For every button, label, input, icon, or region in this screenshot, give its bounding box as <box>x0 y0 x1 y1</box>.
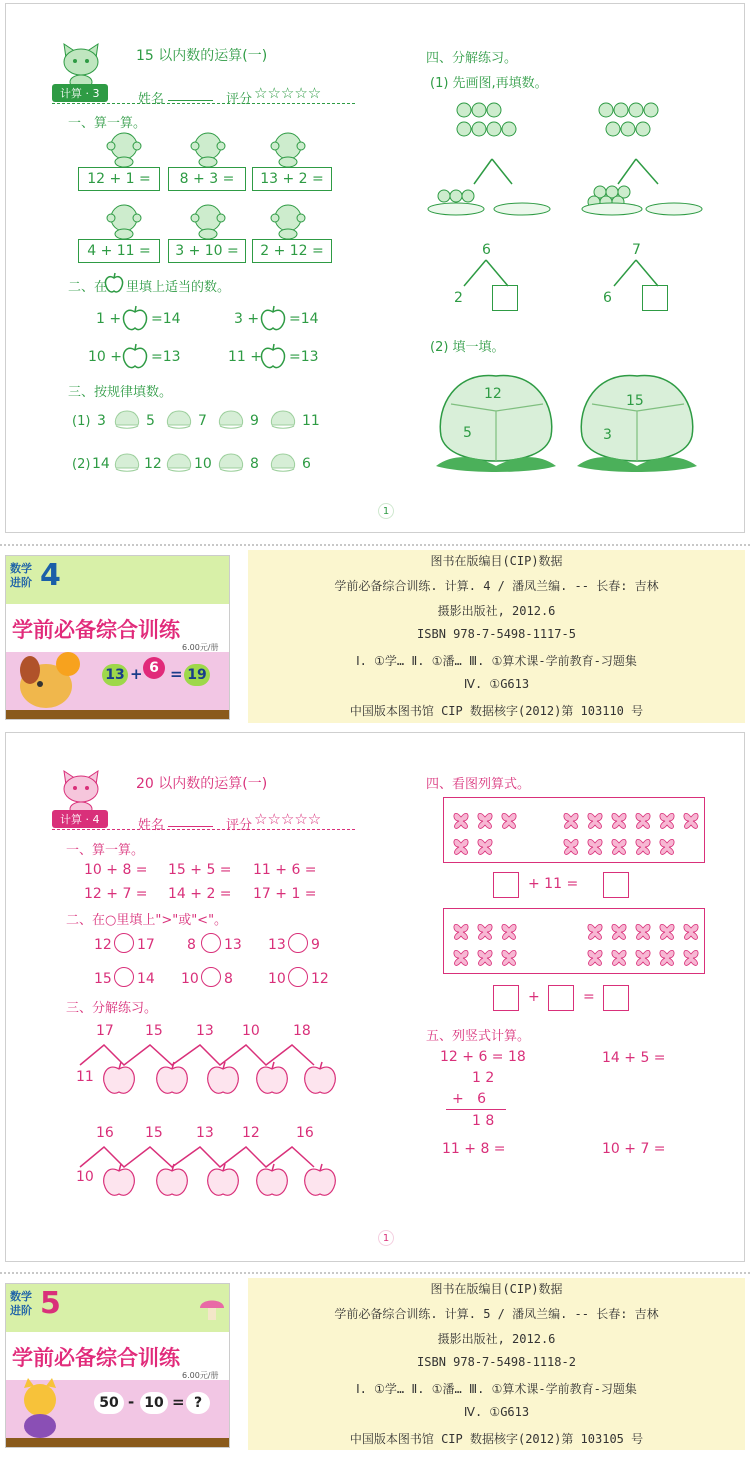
apple-equation-left: 3 + <box>234 311 260 327</box>
cover-eq-c: ? <box>186 1392 210 1414</box>
cip-line: 图书在版编目(CIP)数据 <box>430 554 563 568</box>
section-2-heading: 二、在○里填上">"或"<"。 <box>66 913 228 928</box>
compare-circle[interactable] <box>114 967 134 987</box>
monkey-icon <box>104 200 144 240</box>
answer-box[interactable] <box>603 872 629 898</box>
answer-box[interactable] <box>603 985 629 1011</box>
split-lines <box>456 258 516 288</box>
worksheet-page-3 <box>5 3 745 533</box>
cover-bottom-band <box>6 1438 230 1448</box>
vertical-row-2: + 6 <box>452 1091 486 1107</box>
peach-blank-icon[interactable] <box>112 451 142 473</box>
cover-title: 学前必备综合训练 <box>12 618 180 642</box>
equals-sign: = <box>583 989 595 1005</box>
page-number: 1 <box>378 503 394 519</box>
calc-item[interactable]: 14 + 2 = <box>168 886 232 902</box>
split-top-number: 7 <box>632 242 641 258</box>
split-top-number: 13 <box>196 1023 214 1039</box>
calc-item[interactable]: 11 + 6 = <box>253 862 317 878</box>
peach-diagram-icon <box>572 366 702 476</box>
apple-blank-icon[interactable] <box>101 1161 137 1199</box>
equation-middle: + 11 = <box>528 876 579 892</box>
cat-illustration-icon <box>10 1378 82 1440</box>
compare-circle[interactable] <box>114 933 134 953</box>
apple-equation-right: =13 <box>289 349 319 365</box>
plus-sign: + <box>528 989 540 1005</box>
calc-item[interactable]: 10 + 8 = <box>84 862 148 878</box>
peach-blank-icon[interactable] <box>216 451 246 473</box>
book-cover-4 <box>5 555 230 720</box>
apple-split-diagram-left <box>424 96 554 226</box>
mushroom-icon <box>198 1294 226 1322</box>
split-answer-box[interactable] <box>642 285 668 311</box>
sequence-number: 8 <box>250 456 259 472</box>
separator <box>0 1272 750 1274</box>
section-1-heading: 一、算一算。 <box>68 116 147 131</box>
apple-equation-right: =14 <box>151 311 181 327</box>
split-top-number: 15 <box>145 1023 163 1039</box>
split-left-number: 10 <box>76 1169 94 1185</box>
apple-blank-icon[interactable] <box>101 1059 137 1097</box>
apple-icon <box>104 272 124 294</box>
split-left-number: 11 <box>76 1069 94 1085</box>
score-stars[interactable]: ☆☆☆☆☆ <box>254 810 322 828</box>
row-label: (1) <box>72 414 91 429</box>
equation-box[interactable]: 12 + 1 = <box>78 167 160 191</box>
compare-left: 10 <box>181 971 199 987</box>
butterfly-group-icon <box>449 916 705 970</box>
split-top-number: 12 <box>242 1125 260 1141</box>
monkey-icon <box>188 128 228 168</box>
apple-answer-icon[interactable] <box>260 342 286 370</box>
peach-number: 12 <box>484 386 502 402</box>
compare-left: 13 <box>268 937 286 953</box>
compare-circle[interactable] <box>288 933 308 953</box>
cip-line: ISBN 978-7-5498-1117-5 <box>417 627 576 641</box>
cover-eq-c: 19 <box>184 664 210 686</box>
sequence-number: 12 <box>144 456 162 472</box>
peach-blank-icon[interactable] <box>268 408 298 430</box>
separator <box>0 544 750 546</box>
sequence-number: 5 <box>146 413 155 429</box>
split-answer-box[interactable] <box>492 285 518 311</box>
vertical-question[interactable]: 14 + 5 = <box>602 1050 666 1066</box>
section-3-heading: 三、按规律填数。 <box>68 385 173 400</box>
apple-blank-icon[interactable] <box>205 1161 241 1199</box>
cip-line: 图书在版编目(CIP)数据 <box>430 1282 563 1296</box>
apple-split-diagram-right <box>578 96 708 226</box>
dog-illustration-icon <box>10 648 90 712</box>
compare-left: 12 <box>94 937 112 953</box>
lesson-badge: 计算 · 3 <box>52 84 108 102</box>
worksheet-page-4 <box>5 732 745 1262</box>
peach-number: 5 <box>463 425 472 441</box>
compare-left: 8 <box>187 937 196 953</box>
cip-data-block-4 <box>248 550 745 723</box>
apple-blank-icon[interactable] <box>205 1059 241 1097</box>
answer-box[interactable] <box>493 872 519 898</box>
name-blank[interactable] <box>168 826 213 827</box>
equation-box[interactable]: 2 + 12 = <box>252 239 332 263</box>
equation-box[interactable]: 4 + 11 = <box>78 239 160 263</box>
split-top-number: 18 <box>293 1023 311 1039</box>
apple-blank-icon[interactable] <box>302 1161 338 1199</box>
vertical-example: 12 + 6 = 18 <box>440 1049 526 1065</box>
apple-equation-right: =13 <box>151 349 181 365</box>
peach-number: 3 <box>603 427 612 443</box>
compare-left: 10 <box>268 971 286 987</box>
cover-series-label: 数学进阶 <box>10 562 32 589</box>
cover-level-number: 5 <box>40 1286 61 1321</box>
cip-data-block-5 <box>248 1278 745 1450</box>
peach-blank-icon[interactable] <box>164 451 194 473</box>
compare-right: 13 <box>224 937 242 953</box>
apple-blank-icon[interactable] <box>254 1161 290 1199</box>
split-top-number: 17 <box>96 1023 114 1039</box>
cip-line: 学前必备综合训练. 计算. 4 / 潘凤兰编. -- 长春: 吉林 <box>334 579 659 593</box>
score-stars[interactable]: ☆☆☆☆☆ <box>254 84 322 102</box>
vertical-row-1: 1 2 <box>472 1070 495 1086</box>
vertical-row-3: 1 8 <box>472 1113 495 1129</box>
split-lines <box>606 258 666 288</box>
section-2-heading-b: 里填上适当的数。 <box>126 280 231 295</box>
cip-line: Ⅰ. ①学… Ⅱ. ①潘… Ⅲ. ①算术课-学前教育-习题集 <box>356 1382 637 1396</box>
cover-eq-a: 13 <box>102 664 128 686</box>
lesson-badge: 计算 · 4 <box>52 810 108 828</box>
peach-blank-icon[interactable] <box>216 408 246 430</box>
name-label: 姓名 <box>138 818 165 833</box>
section-4-heading: 四、看图列算式。 <box>426 777 531 792</box>
page-title: 15 以内数的运算(一) <box>136 48 268 64</box>
cip-line: 学前必备综合训练. 计算. 5 / 潘凤兰编. -- 长春: 吉林 <box>334 1307 659 1321</box>
calc-item[interactable]: 12 + 7 = <box>84 886 148 902</box>
score-label: 评分 <box>226 92 253 107</box>
apple-equation-left: 1 + <box>96 311 122 327</box>
header-divider <box>52 103 355 104</box>
cip-line: 中国版本图书馆 CIP 数据核字(2012)第 103110 号 <box>349 704 644 718</box>
split-top-number: 13 <box>196 1125 214 1141</box>
compare-circle[interactable] <box>201 933 221 953</box>
apple-equation-left: 10 + <box>88 349 122 365</box>
answer-box[interactable] <box>493 985 519 1011</box>
peach-blank-icon[interactable] <box>268 451 298 473</box>
sequence-number: 3 <box>97 413 106 429</box>
equation-box[interactable]: 13 + 2 = <box>252 167 332 191</box>
peach-number: 15 <box>626 393 644 409</box>
cip-line: Ⅳ. ①G613 <box>463 677 530 691</box>
apple-equation-left: 11 + <box>228 349 262 365</box>
sequence-number: 14 <box>92 456 110 472</box>
cover-title: 学前必备综合训练 <box>12 1346 180 1370</box>
cover-price: 6.00元/册 <box>182 1371 219 1380</box>
sequence-number: 9 <box>250 413 259 429</box>
cover-bottom-band <box>6 710 230 720</box>
name-label: 姓名 <box>138 92 165 107</box>
monkey-icon <box>268 128 308 168</box>
section-4-heading: 四、分解练习。 <box>426 51 518 66</box>
cover-eq-eq: = <box>172 1393 185 1411</box>
sequence-number: 6 <box>302 456 311 472</box>
peach-blank-icon[interactable] <box>164 408 194 430</box>
cip-line: 摄影出版社, 2012.6 <box>437 604 556 618</box>
calc-item[interactable]: 17 + 1 = <box>253 886 317 902</box>
cover-eq-op: - <box>128 1393 135 1411</box>
peach-blank-icon[interactable] <box>112 408 142 430</box>
equation-box[interactable]: 3 + 10 = <box>168 239 246 263</box>
cover-eq-eq: = <box>170 665 183 683</box>
page-number: 1 <box>378 1230 394 1246</box>
calc-item[interactable]: 15 + 5 = <box>168 862 232 878</box>
vertical-question[interactable]: 11 + 8 = <box>442 1141 506 1157</box>
sequence-number: 11 <box>302 413 320 429</box>
split-top-number: 15 <box>145 1125 163 1141</box>
compare-circle[interactable] <box>201 967 221 987</box>
vertical-question[interactable]: 10 + 7 = <box>602 1141 666 1157</box>
compare-left: 15 <box>94 971 112 987</box>
equation-box[interactable]: 8 + 3 = <box>168 167 246 191</box>
cat-mascot-icon <box>56 40 106 90</box>
compare-right: 12 <box>311 971 329 987</box>
compare-right: 8 <box>224 971 233 987</box>
section-4-sub2: (2) 填一填。 <box>430 340 505 355</box>
split-top-number: 10 <box>242 1023 260 1039</box>
butterfly-group-icon <box>449 805 705 859</box>
section-2-heading-a: 二、在 <box>68 280 108 295</box>
cip-line: 摄影出版社, 2012.6 <box>437 1332 556 1346</box>
split-top-number: 6 <box>482 242 491 258</box>
sequence-number: 7 <box>198 413 207 429</box>
section-3-heading: 三、分解练习。 <box>66 1001 158 1016</box>
cip-line: 中国版本图书馆 CIP 数据核字(2012)第 103105 号 <box>349 1432 644 1446</box>
section-5-heading: 五、列竖式计算。 <box>426 1029 531 1044</box>
score-label: 评分 <box>226 818 253 833</box>
monkey-icon <box>104 128 144 168</box>
page-title: 20 以内数的运算(一) <box>136 776 268 792</box>
header-divider <box>52 829 355 830</box>
compare-circle[interactable] <box>288 967 308 987</box>
cip-line: Ⅰ. ①学… Ⅱ. ①潘… Ⅲ. ①算术课-学前教育-习题集 <box>356 654 637 668</box>
peach-diagram-icon <box>431 366 561 476</box>
section-4-sub1: (1) 先画图,再填数。 <box>430 76 548 91</box>
cover-eq-a: 50 <box>94 1392 124 1414</box>
split-bottom-number: 6 <box>603 290 612 306</box>
cover-eq-op: + <box>130 665 143 683</box>
row-label: (2) <box>72 457 91 472</box>
cover-eq-b: 10 <box>140 1392 168 1414</box>
cover-level-number: 4 <box>40 558 61 593</box>
section-1-heading: 一、算一算。 <box>66 843 145 858</box>
cip-line: ISBN 978-7-5498-1118-2 <box>417 1355 576 1369</box>
split-top-number: 16 <box>296 1125 314 1141</box>
apple-blank-icon[interactable] <box>254 1059 290 1097</box>
apple-blank-icon[interactable] <box>154 1161 190 1199</box>
apple-answer-icon[interactable] <box>260 304 286 332</box>
apple-answer-icon[interactable] <box>122 342 148 370</box>
split-top-number: 16 <box>96 1125 114 1141</box>
apple-blank-icon[interactable] <box>154 1059 190 1097</box>
vertical-rule <box>446 1109 506 1110</box>
apple-equation-right: =14 <box>289 311 319 327</box>
compare-right: 9 <box>311 937 320 953</box>
monkey-icon <box>268 200 308 240</box>
monkey-icon <box>188 200 228 240</box>
name-blank[interactable] <box>168 100 213 101</box>
answer-box[interactable] <box>548 985 574 1011</box>
cip-line: Ⅳ. ①G613 <box>463 1405 530 1419</box>
cover-series-label: 数学进阶 <box>10 1290 32 1317</box>
book-cover-5 <box>5 1283 230 1448</box>
split-bottom-number: 2 <box>454 290 463 306</box>
sequence-number: 10 <box>194 456 212 472</box>
cover-price: 6.00元/册 <box>182 643 219 652</box>
cover-eq-b: 6 <box>143 657 165 679</box>
compare-right: 14 <box>137 971 155 987</box>
apple-answer-icon[interactable] <box>122 304 148 332</box>
apple-blank-icon[interactable] <box>302 1059 338 1097</box>
compare-right: 17 <box>137 937 155 953</box>
